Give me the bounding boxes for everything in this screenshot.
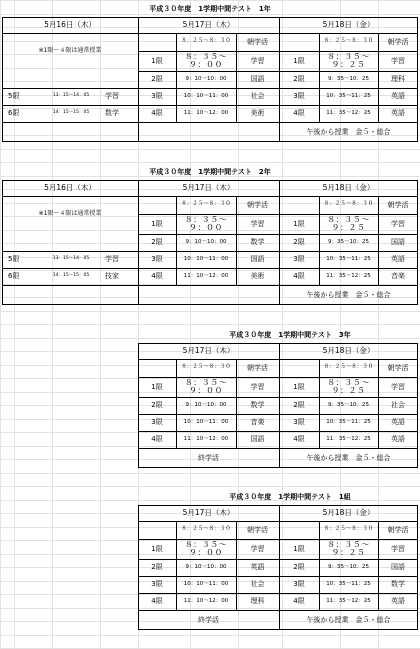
time-range: 9：10〜10：00	[185, 75, 227, 82]
period-label: 1限	[293, 544, 305, 553]
subject: 英語	[391, 418, 405, 426]
time-range: 9：35〜10：25	[328, 563, 369, 570]
time-range: ８：３５〜 ９：２５	[327, 215, 370, 232]
time-range: ８：２５〜８：３０	[323, 201, 374, 208]
subject: 国語	[391, 563, 405, 571]
period-label: 1限	[293, 56, 305, 65]
subject: 朝学活	[247, 37, 268, 46]
period-label: 3限	[151, 255, 163, 263]
sheet-gridline	[0, 486, 420, 487]
sheet-gridline	[0, 0, 420, 1]
time-range: ８：２５〜８：３０	[181, 526, 231, 533]
sheet-gridline	[0, 324, 420, 325]
subject: 数学	[250, 401, 265, 409]
time-range: 9：10〜10：00	[185, 563, 227, 570]
subject: 学習	[391, 382, 405, 391]
time-range: ８：３５〜 ９：００	[184, 378, 228, 395]
subject: 社会	[391, 401, 405, 409]
time-range: 9：10〜10：00	[185, 401, 227, 408]
period-label: 2限	[151, 401, 163, 409]
subject: 国語	[250, 435, 265, 443]
subject: 学習	[391, 219, 405, 228]
time-range: 10：10〜11：00	[183, 92, 229, 99]
time-range: 11：10〜12：00	[183, 109, 229, 116]
time-range: 10：10〜11：00	[183, 418, 229, 425]
period-label: 2限	[293, 401, 305, 409]
note-text: ※1限〜４限は通常授業	[38, 47, 102, 54]
subject: 国語	[250, 255, 265, 263]
footer-note: 午後から授業 金５・総合	[306, 127, 391, 136]
sheet-gridline	[0, 162, 420, 163]
date-header: 5月18日（金）	[322, 346, 375, 356]
subject: 数学	[250, 238, 265, 246]
subject: 学習	[391, 56, 405, 65]
period-label: 3限	[293, 418, 305, 426]
time-range: ８：２５〜８：３０	[323, 364, 374, 371]
time-range: ８：２５〜８：３０	[323, 38, 374, 45]
subject: 理科	[391, 75, 405, 83]
period-label: 2限	[293, 75, 305, 83]
period-label: 4限	[151, 597, 163, 605]
period-label: 3限	[151, 92, 163, 100]
subject: 英語	[391, 255, 405, 263]
subject: 朝学活	[247, 525, 268, 534]
date-header: 5月16日（木）	[44, 183, 96, 193]
time-range: ８：３５〜 ９：２５	[327, 52, 370, 69]
period-label: 1限	[151, 382, 163, 391]
time-range: 10：35〜11：25	[326, 418, 371, 425]
subject: 社会	[250, 92, 265, 100]
time-range: 9：35〜10：25	[328, 238, 369, 245]
subject: 学習	[250, 219, 265, 228]
footer-note: 終学活	[198, 453, 219, 462]
time-range: 10：35〜11：25	[326, 580, 371, 587]
subject: 社会	[250, 580, 265, 588]
sheet-gridline	[0, 149, 420, 150]
subject: 学習	[105, 92, 119, 100]
date-header: 5月17日（木）	[182, 346, 235, 356]
period-label: 2限	[151, 563, 163, 571]
date-header: 5月18日（金）	[322, 508, 375, 518]
subject: 数学	[105, 109, 119, 117]
time-range: ８：３５〜 ９：００	[184, 540, 228, 557]
time-range: ８：３５〜 ９：００	[184, 215, 228, 232]
subject: 学習	[250, 382, 265, 391]
table-title: 平成３０年度 1学期中間テスト 3年	[229, 330, 351, 339]
grid-line	[138, 180, 139, 305]
time-range: 10：10〜11：00	[183, 255, 229, 262]
note-text: ※1限〜４限は通常授業	[38, 210, 102, 217]
time-range: 11：35〜12：25	[326, 597, 371, 604]
period-label: 4限	[151, 435, 163, 443]
footer-note: 終学活	[198, 615, 219, 624]
subject: 数学	[391, 580, 405, 588]
date-header: 5月17日（木）	[182, 20, 235, 30]
period-label: 4限	[293, 109, 305, 117]
period-label: 2限	[293, 563, 305, 571]
period-label: 3限	[293, 92, 305, 100]
period-label: 1限	[293, 382, 305, 391]
period-label: 1限	[293, 219, 305, 228]
time-range: 14：15〜15：05	[52, 110, 90, 116]
period-label: 1限	[151, 56, 163, 65]
subject: 学習	[250, 544, 265, 553]
date-header: 5月17日（木）	[182, 183, 235, 193]
table-title: 平成３０年度 1学期中間テスト 1年	[149, 4, 271, 13]
time-range: 11：10〜12：00	[183, 435, 229, 442]
subject: 英語	[391, 109, 405, 117]
table-title: 平成３０年度 1学期中間テスト 1組	[229, 492, 351, 501]
period-label: 4限	[151, 272, 163, 280]
footer-note: 午後から授業 金５・総合	[306, 453, 391, 462]
subject: 朝学活	[247, 200, 268, 209]
subject: 美術	[250, 272, 265, 280]
subject: 英語	[391, 435, 405, 443]
period-label: 3限	[151, 580, 163, 588]
time-range: 10：35〜11：25	[326, 255, 371, 262]
period-label: 6限	[8, 272, 20, 280]
sheet-gridline	[0, 635, 420, 636]
subject: 学習	[250, 56, 265, 65]
time-range: 11：10〜12：00	[183, 597, 229, 604]
time-range: ８：２５〜８：３０	[181, 38, 231, 45]
subject: 英語	[391, 92, 405, 100]
subject: 美術	[250, 109, 265, 117]
subject: 音楽	[250, 418, 265, 426]
time-range: 11：10〜12：00	[183, 272, 229, 279]
time-range: ８：３５〜 ９：２５	[327, 378, 370, 395]
time-range: 9：35〜10：25	[328, 401, 369, 408]
time-range: ８：３５〜 ９：２５	[327, 540, 370, 557]
time-range: ８：２５〜８：３０	[181, 201, 231, 208]
footer-note: 午後から授業 金５・総合	[306, 290, 391, 299]
subject: 朝学活	[387, 37, 409, 46]
date-header: 5月17日（木）	[182, 508, 235, 518]
period-label: 4限	[293, 435, 305, 443]
period-label: 4限	[293, 272, 305, 280]
period-label: 5限	[8, 92, 20, 100]
period-label: 3限	[293, 255, 305, 263]
period-label: 6限	[8, 109, 20, 117]
time-range: 9：35〜10：25	[328, 75, 369, 82]
subject: 国語	[391, 238, 405, 246]
table-title: 平成３０年度 1学期中間テスト 2年	[149, 167, 271, 176]
subject: 学習	[105, 255, 119, 263]
date-header: 5月18日（金）	[322, 183, 375, 193]
period-label: 4限	[293, 597, 305, 605]
time-range: 13：15〜14：05	[52, 93, 90, 99]
subject: 朝学活	[247, 363, 268, 372]
time-range: ８：２５〜８：３０	[323, 526, 374, 533]
period-label: 2限	[293, 238, 305, 246]
time-range: 10：10〜11：00	[183, 580, 229, 587]
grid-line	[2, 285, 138, 286]
sheet-gridline	[0, 311, 420, 312]
period-label: 2限	[151, 75, 163, 83]
period-label: 5限	[8, 255, 20, 263]
period-label: 2限	[151, 238, 163, 246]
time-range: 11：35〜12：25	[326, 272, 371, 279]
time-range: 10：35〜11：25	[326, 92, 371, 99]
sheet-gridline	[0, 473, 420, 474]
subject: 音楽	[391, 272, 405, 280]
subject: 朝学活	[387, 200, 409, 209]
subject: 理科	[250, 597, 265, 605]
grid-line	[2, 122, 138, 123]
time-range: ８：３５〜 ９：００	[184, 52, 228, 69]
date-header: 5月18日（金）	[322, 20, 375, 30]
subject: 国語	[250, 75, 265, 83]
time-range: 11：35〜12：25	[326, 109, 371, 116]
subject: 朝学活	[387, 525, 409, 534]
period-label: 3限	[151, 418, 163, 426]
grid-line	[138, 17, 139, 142]
period-label: 3限	[293, 580, 305, 588]
subject: 技家	[105, 272, 119, 280]
period-label: 4限	[151, 109, 163, 117]
subject: 朝学活	[387, 363, 409, 372]
period-label: 1限	[151, 544, 163, 553]
time-range: 13：15〜14：05	[52, 256, 90, 262]
time-range: 9：10〜10：00	[185, 238, 227, 245]
subject: 英語	[391, 597, 405, 605]
time-range: 14：15〜15：05	[52, 273, 90, 279]
time-range: ８：２５〜８：３０	[181, 364, 231, 371]
period-label: 1限	[151, 219, 163, 228]
time-range: 11：35〜12：25	[326, 435, 371, 442]
subject: 英語	[250, 563, 265, 571]
subject: 学習	[391, 544, 405, 553]
date-header: 5月16日（木）	[44, 20, 96, 30]
footer-note: 午後から授業 金５・総合	[306, 615, 391, 624]
